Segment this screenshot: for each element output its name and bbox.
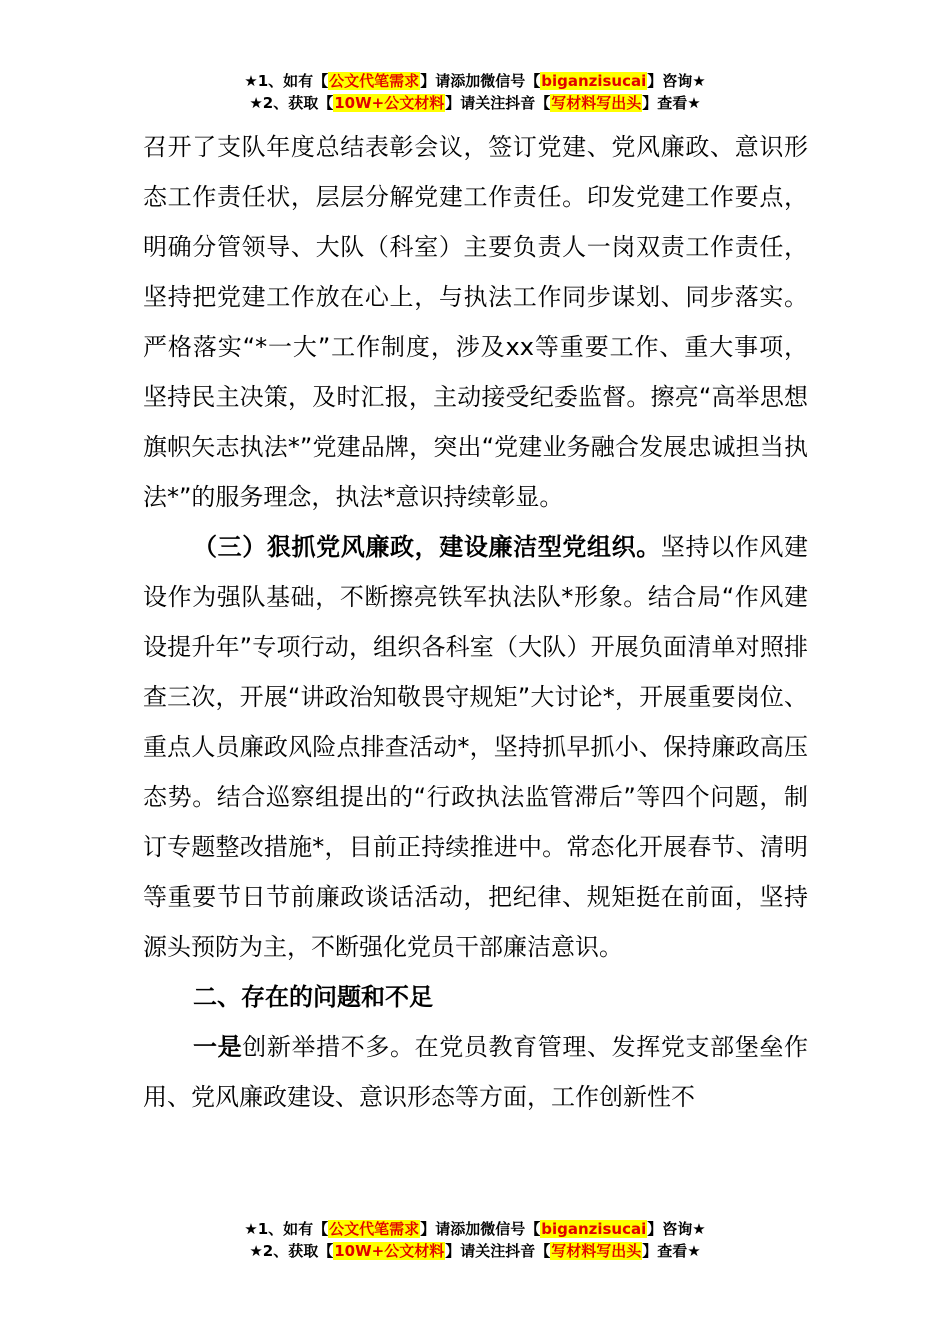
highlight-service: 公文代笔需求: [329, 72, 420, 90]
bottom-banner: [0, 1218, 950, 1262]
banner-line-2: ★2、获取【10W+公文材料】请关注抖音【写材料写出头】查看★: [249, 94, 701, 112]
banner-line-2: ★2、获取【10W+公文材料】请关注抖音【写材料写出头】查看★: [249, 1242, 701, 1260]
highlight-douyin: 写材料写出头: [551, 94, 642, 112]
paragraph-3: 一是创新举措不多。在党员教育管理、发挥党支部堡垒作用、党风廉政建设、意识形态等方面，工作创新性不: [143, 1033, 808, 1111]
banner-line-1: ★1、如有【公文代笔需求】请添加微信号【biganzisucai】咨询★: [244, 72, 706, 90]
highlight-service: 公文代笔需求: [329, 1220, 420, 1238]
document-body: [143, 122, 808, 1122]
highlight-wechat-id: biganzisucai: [541, 72, 647, 90]
highlight-douyin: 写材料写出头: [551, 1242, 642, 1260]
highlight-wechat-id: biganzisucai: [541, 1220, 647, 1238]
section-heading-3: （三）狠抓党风廉政，建设廉洁型党组织。: [193, 533, 661, 561]
highlight-materials: 10W+公文材料: [334, 94, 445, 112]
section-heading-2: 二、存在的问题和不足: [193, 983, 433, 1011]
paragraph-2: （三）狠抓党风廉政，建设廉洁型党组织。坚持以作风建设作为强队基础，不断擦亮铁军执法队*形象。结合局“作风建设提升年”专项行动，组织各科室（大队）开展负面清单对照排查三次，开展“讲政治知敬畏守规矩”大讨论*，开展重要岗位、重点人员廉政风险点排查活动*，坚持抓早抓小、保持廉政高压态势。结合巡察组提出的“行政执法监管滞后”等四个问题，制订专题整改措施*，目前正持续推进中。常态化开展春节、清明等重要节日节前廉政谈话活动，把纪律、规矩挺在前面，坚持源头预防为主，不断强化党员干部廉洁意识。: [143, 533, 808, 961]
banner-line-1: ★1、如有【公文代笔需求】请添加微信号【biganzisucai】咨询★: [244, 1220, 706, 1238]
highlight-materials: 10W+公文材料: [334, 1242, 445, 1260]
paragraph-1: 召开了支队年度总结表彰会议，签订党建、党风廉政、意识形态工作责任状，层层分解党建工作责任。印发党建工作要点，明确分管领导、大队（科室）主要负责人一岗双责工作责任，坚持把党建工作放在心上，与执法工作同步谋划、同步落实。严格落实“*一大”工作制度，涉及xx等重要工作、重大事项，坚持民主决策，及时汇报，主动接受纪委监督。擦亮“高举思想旗帜矢志执法*”党建品牌，突出“党建业务融合发展忠诚担当执法*”的服务理念，执法*意识持续彰显。: [143, 133, 808, 511]
top-banner: [0, 70, 950, 114]
point-label: 一是: [193, 1033, 243, 1061]
